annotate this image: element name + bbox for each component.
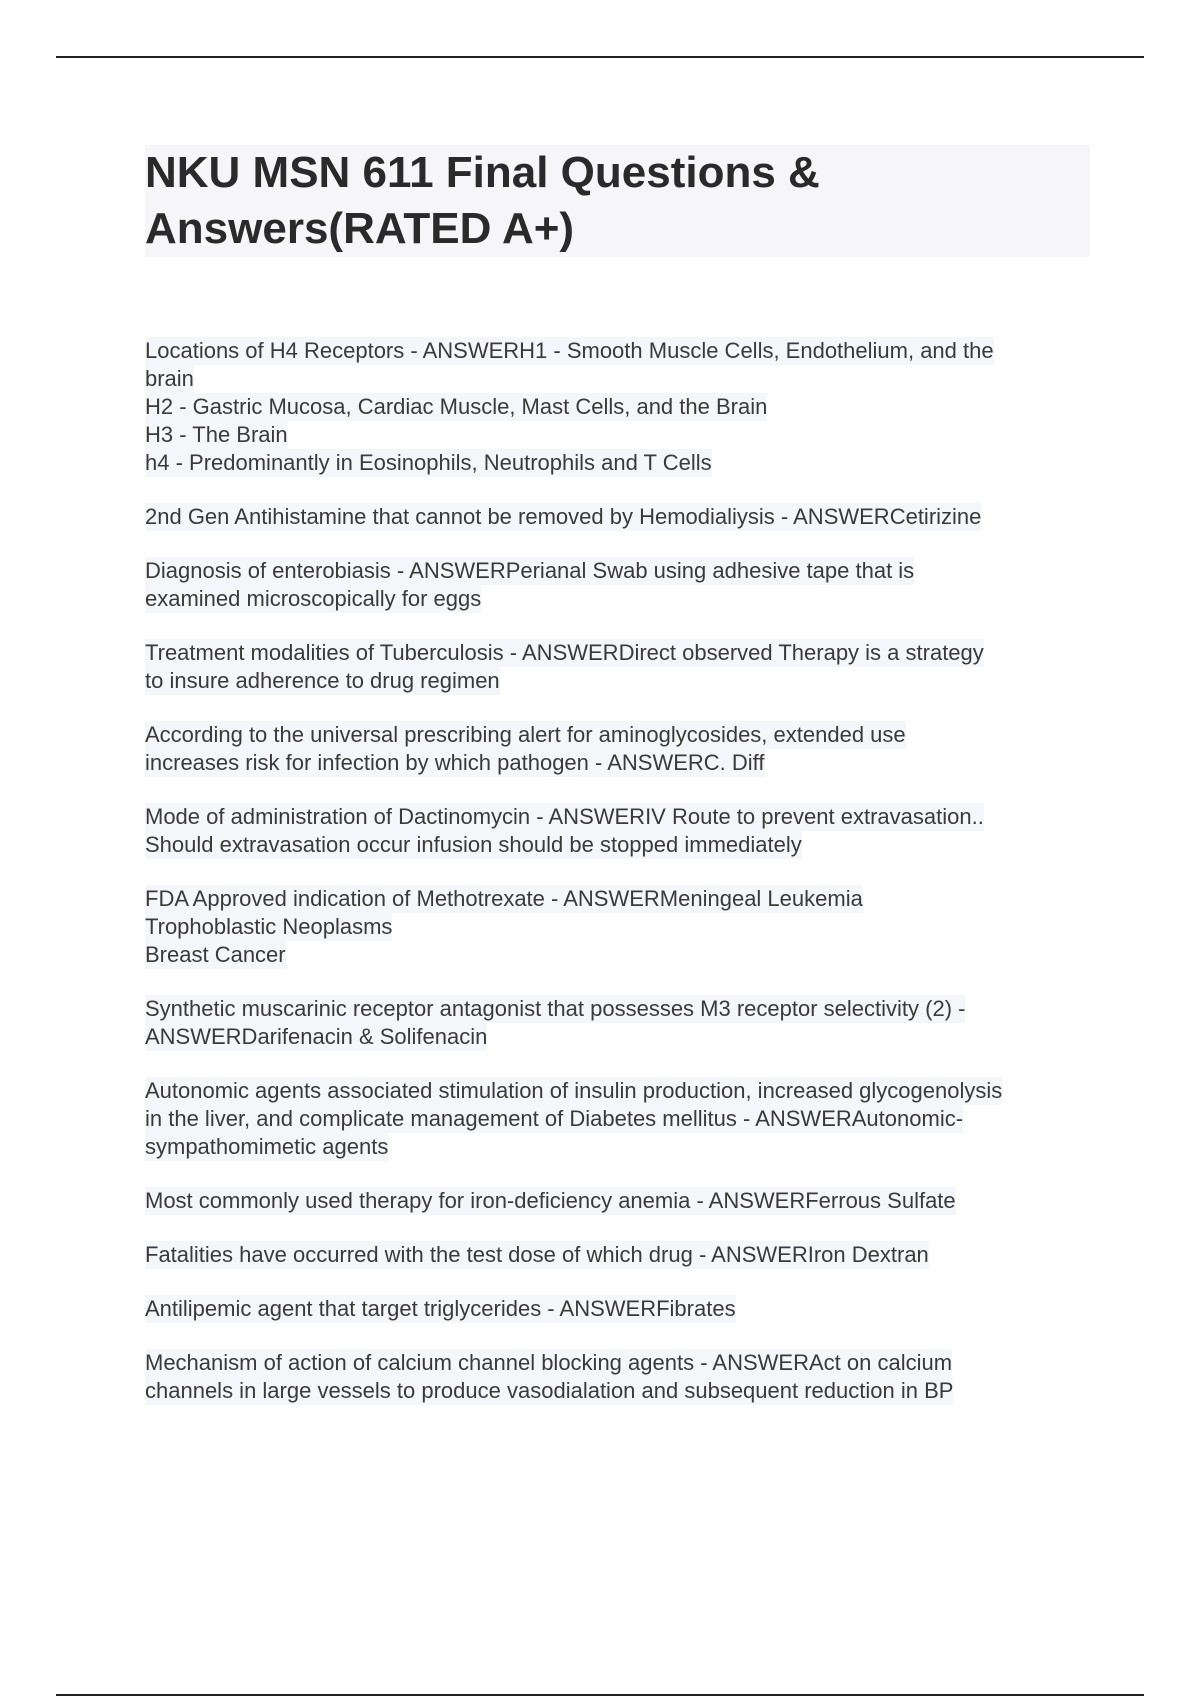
qa-line: increases risk for infection by which pathogen - ANSWERC. Diff — [145, 750, 765, 775]
qa-entry — [145, 721, 1095, 777]
qa-entry — [145, 995, 1095, 1051]
qa-line: Trophoblastic Neoplasms — [145, 914, 393, 939]
qa-line: ANSWERDarifenacin & Solifenacin — [145, 1024, 488, 1049]
qa-line: h4 - Predominantly in Eosinophils, Neutrophils and T Cells — [145, 450, 712, 475]
qa-entry — [145, 503, 1095, 531]
qa-line: channels in large vessels to produce vasodialation and subsequent reduction in BP — [145, 1378, 954, 1403]
qa-line: Should extravasation occur infusion should be stopped immediately — [145, 832, 802, 857]
qa-line: Breast Cancer — [145, 942, 286, 967]
qa-line: Treatment modalities of Tuberculosis - ANSWERDirect observed Therapy is a strategy — [145, 640, 984, 665]
qa-line: Mechanism of action of calcium channel blocking agents - ANSWERAct on calcium — [145, 1350, 953, 1375]
bottom-rule — [56, 1694, 1144, 1696]
qa-entry — [145, 885, 1095, 969]
qa-entry — [145, 1295, 1095, 1323]
top-rule — [56, 56, 1144, 58]
qa-line: brain — [145, 366, 194, 391]
qa-line: Fatalities have occurred with the test dose of which drug - ANSWERIron Dextran — [145, 1242, 929, 1267]
qa-entry — [145, 557, 1095, 613]
qa-line: Locations of H4 Receptors - ANSWERH1 - Smooth Muscle Cells, Endothelium, and the — [145, 338, 994, 363]
qa-line: According to the universal prescribing alert for aminoglycosides, extended use — [145, 722, 906, 747]
qa-line: Diagnosis of enterobiasis - ANSWERPerianal Swab using adhesive tape that is — [145, 558, 915, 583]
qa-line: Most commonly used therapy for iron-deficiency anemia - ANSWERFerrous Sulfate — [145, 1188, 956, 1213]
qa-entry — [145, 803, 1095, 859]
qa-entry — [145, 1077, 1095, 1161]
qa-entry — [145, 639, 1095, 695]
qa-entry — [145, 1187, 1095, 1215]
qa-line: Mode of administration of Dactinomycin - ANSWERIV Route to prevent extravasation.. — [145, 804, 984, 829]
qa-line: H2 - Gastric Mucosa, Cardiac Muscle, Mast Cells, and the Brain — [145, 394, 768, 419]
qa-line: Antilipemic agent that target triglycerides - ANSWERFibrates — [145, 1296, 736, 1321]
qa-entry — [145, 1241, 1095, 1269]
qa-line: H3 - The Brain — [145, 422, 288, 447]
qa-line: examined microscopically for eggs — [145, 586, 482, 611]
title-block — [145, 145, 1090, 257]
qa-line: FDA Approved indication of Methotrexate - ANSWERMeningeal Leukemia — [145, 886, 863, 911]
qa-line: sympathomimetic agents — [145, 1134, 389, 1159]
qa-line: Autonomic agents associated stimulation of insulin production, increased glycogenolysis — [145, 1078, 1003, 1103]
qa-entry — [145, 337, 1095, 477]
qa-list — [145, 337, 1095, 1431]
qa-line: Synthetic muscarinic receptor antagonist that possesses M3 receptor selectivity (2) - — [145, 996, 966, 1021]
qa-line: to insure adherence to drug regimen — [145, 668, 500, 693]
qa-entry — [145, 1349, 1095, 1405]
page-title: NKU MSN 611 Final Questions & Answers(RATED A+) — [145, 148, 820, 253]
qa-line: in the liver, and complicate management of Diabetes mellitus - ANSWERAutonomic- — [145, 1106, 964, 1131]
qa-line: 2nd Gen Antihistamine that cannot be removed by Hemodialiysis - ANSWERCetirizine — [145, 504, 982, 529]
